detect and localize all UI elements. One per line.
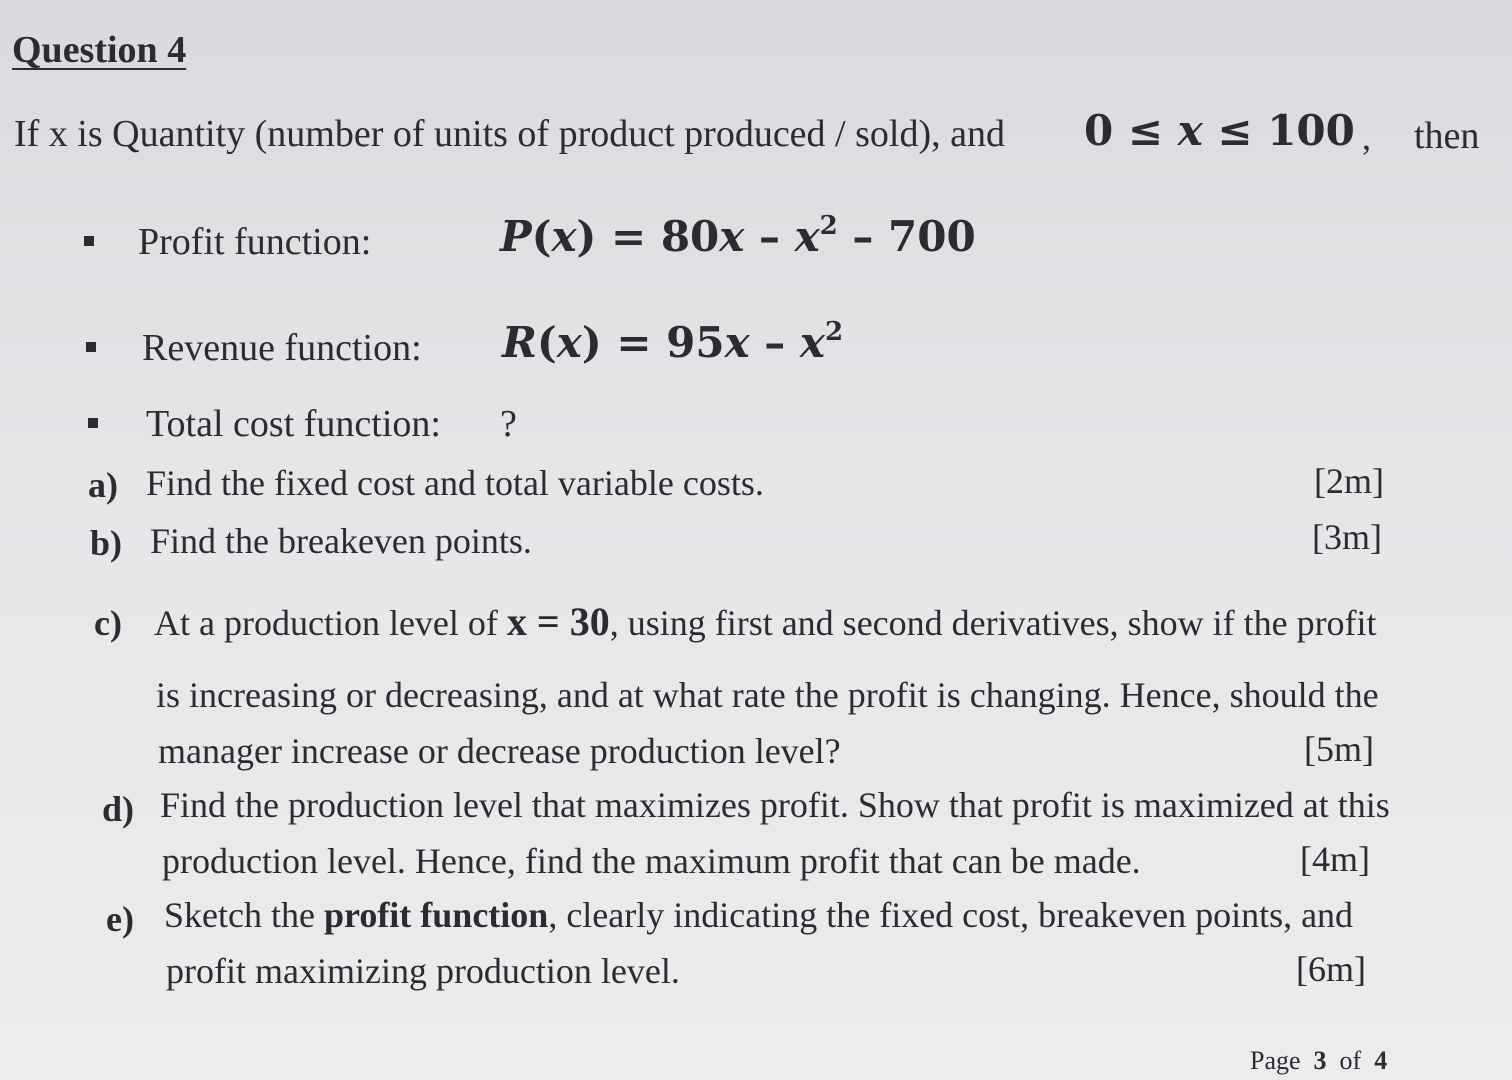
question-c-line-3: manager increase or decrease production level?	[158, 731, 841, 771]
question-b-text: Find the breakeven points.	[150, 521, 532, 561]
question-e-marks: [6m]	[1296, 949, 1366, 989]
bullet-icon	[88, 418, 98, 428]
question-d-marks: [4m]	[1300, 839, 1370, 879]
quantity-range: 0 ≤ x ≤ 100	[1084, 106, 1355, 155]
question-c-line-1: At a production level of x = 30, using first and second derivatives, show if the profit	[154, 599, 1377, 644]
question-a-marks: [2m]	[1314, 461, 1384, 501]
question-a-text: Find the fixed cost and total variable costs.	[146, 463, 764, 503]
question-b-letter: b)	[90, 523, 123, 563]
question-d-line-2: production level. Hence, find the maximum profit that can be made.	[162, 841, 1141, 881]
profit-function-formula: $P(x) = 80x - x^2 - 700$	[500, 211, 976, 261]
question-b-marks: [3m]	[1312, 517, 1382, 557]
question-a-letter: a)	[88, 465, 118, 505]
total-cost-function-value: ?	[500, 403, 517, 445]
revenue-function-formula: $R(x) = 95x - x^2$	[502, 317, 844, 367]
bullet-icon	[84, 236, 94, 246]
intro-comma: ,	[1362, 117, 1371, 157]
profit-function-emphasis: profit function	[323, 895, 549, 935]
question-d-letter: d)	[102, 789, 135, 829]
question-c-letter: c)	[94, 603, 122, 643]
production-level-value: x = 30	[506, 599, 610, 644]
page-number: Page 3 of 4	[1250, 1046, 1388, 1075]
revenue-function-label: Revenue function:	[142, 327, 422, 369]
question-d-line-1: Find the production level that maximizes profit. Show that profit is maximized at this	[160, 785, 1390, 825]
question-c-marks: [5m]	[1304, 729, 1374, 769]
question-e-line-1: Sketch the profit function, clearly indicating the fixed cost, breakeven points, and	[164, 895, 1354, 935]
question-c-line-2: is increasing or decreasing, and at what rate the profit is changing. Hence, should the	[156, 675, 1379, 715]
intro-then: then	[1414, 115, 1480, 157]
total-cost-function-label: Total cost function:	[146, 403, 441, 445]
bullet-icon	[86, 342, 96, 352]
intro-text: If x is Quantity (number of units of product produced / sold), and	[14, 113, 1005, 155]
question-e-line-2: profit maximizing production level.	[166, 951, 680, 991]
profit-function-label: Profit function:	[138, 221, 372, 263]
question-title: Question 4	[12, 29, 187, 71]
question-e-letter: e)	[106, 899, 134, 939]
